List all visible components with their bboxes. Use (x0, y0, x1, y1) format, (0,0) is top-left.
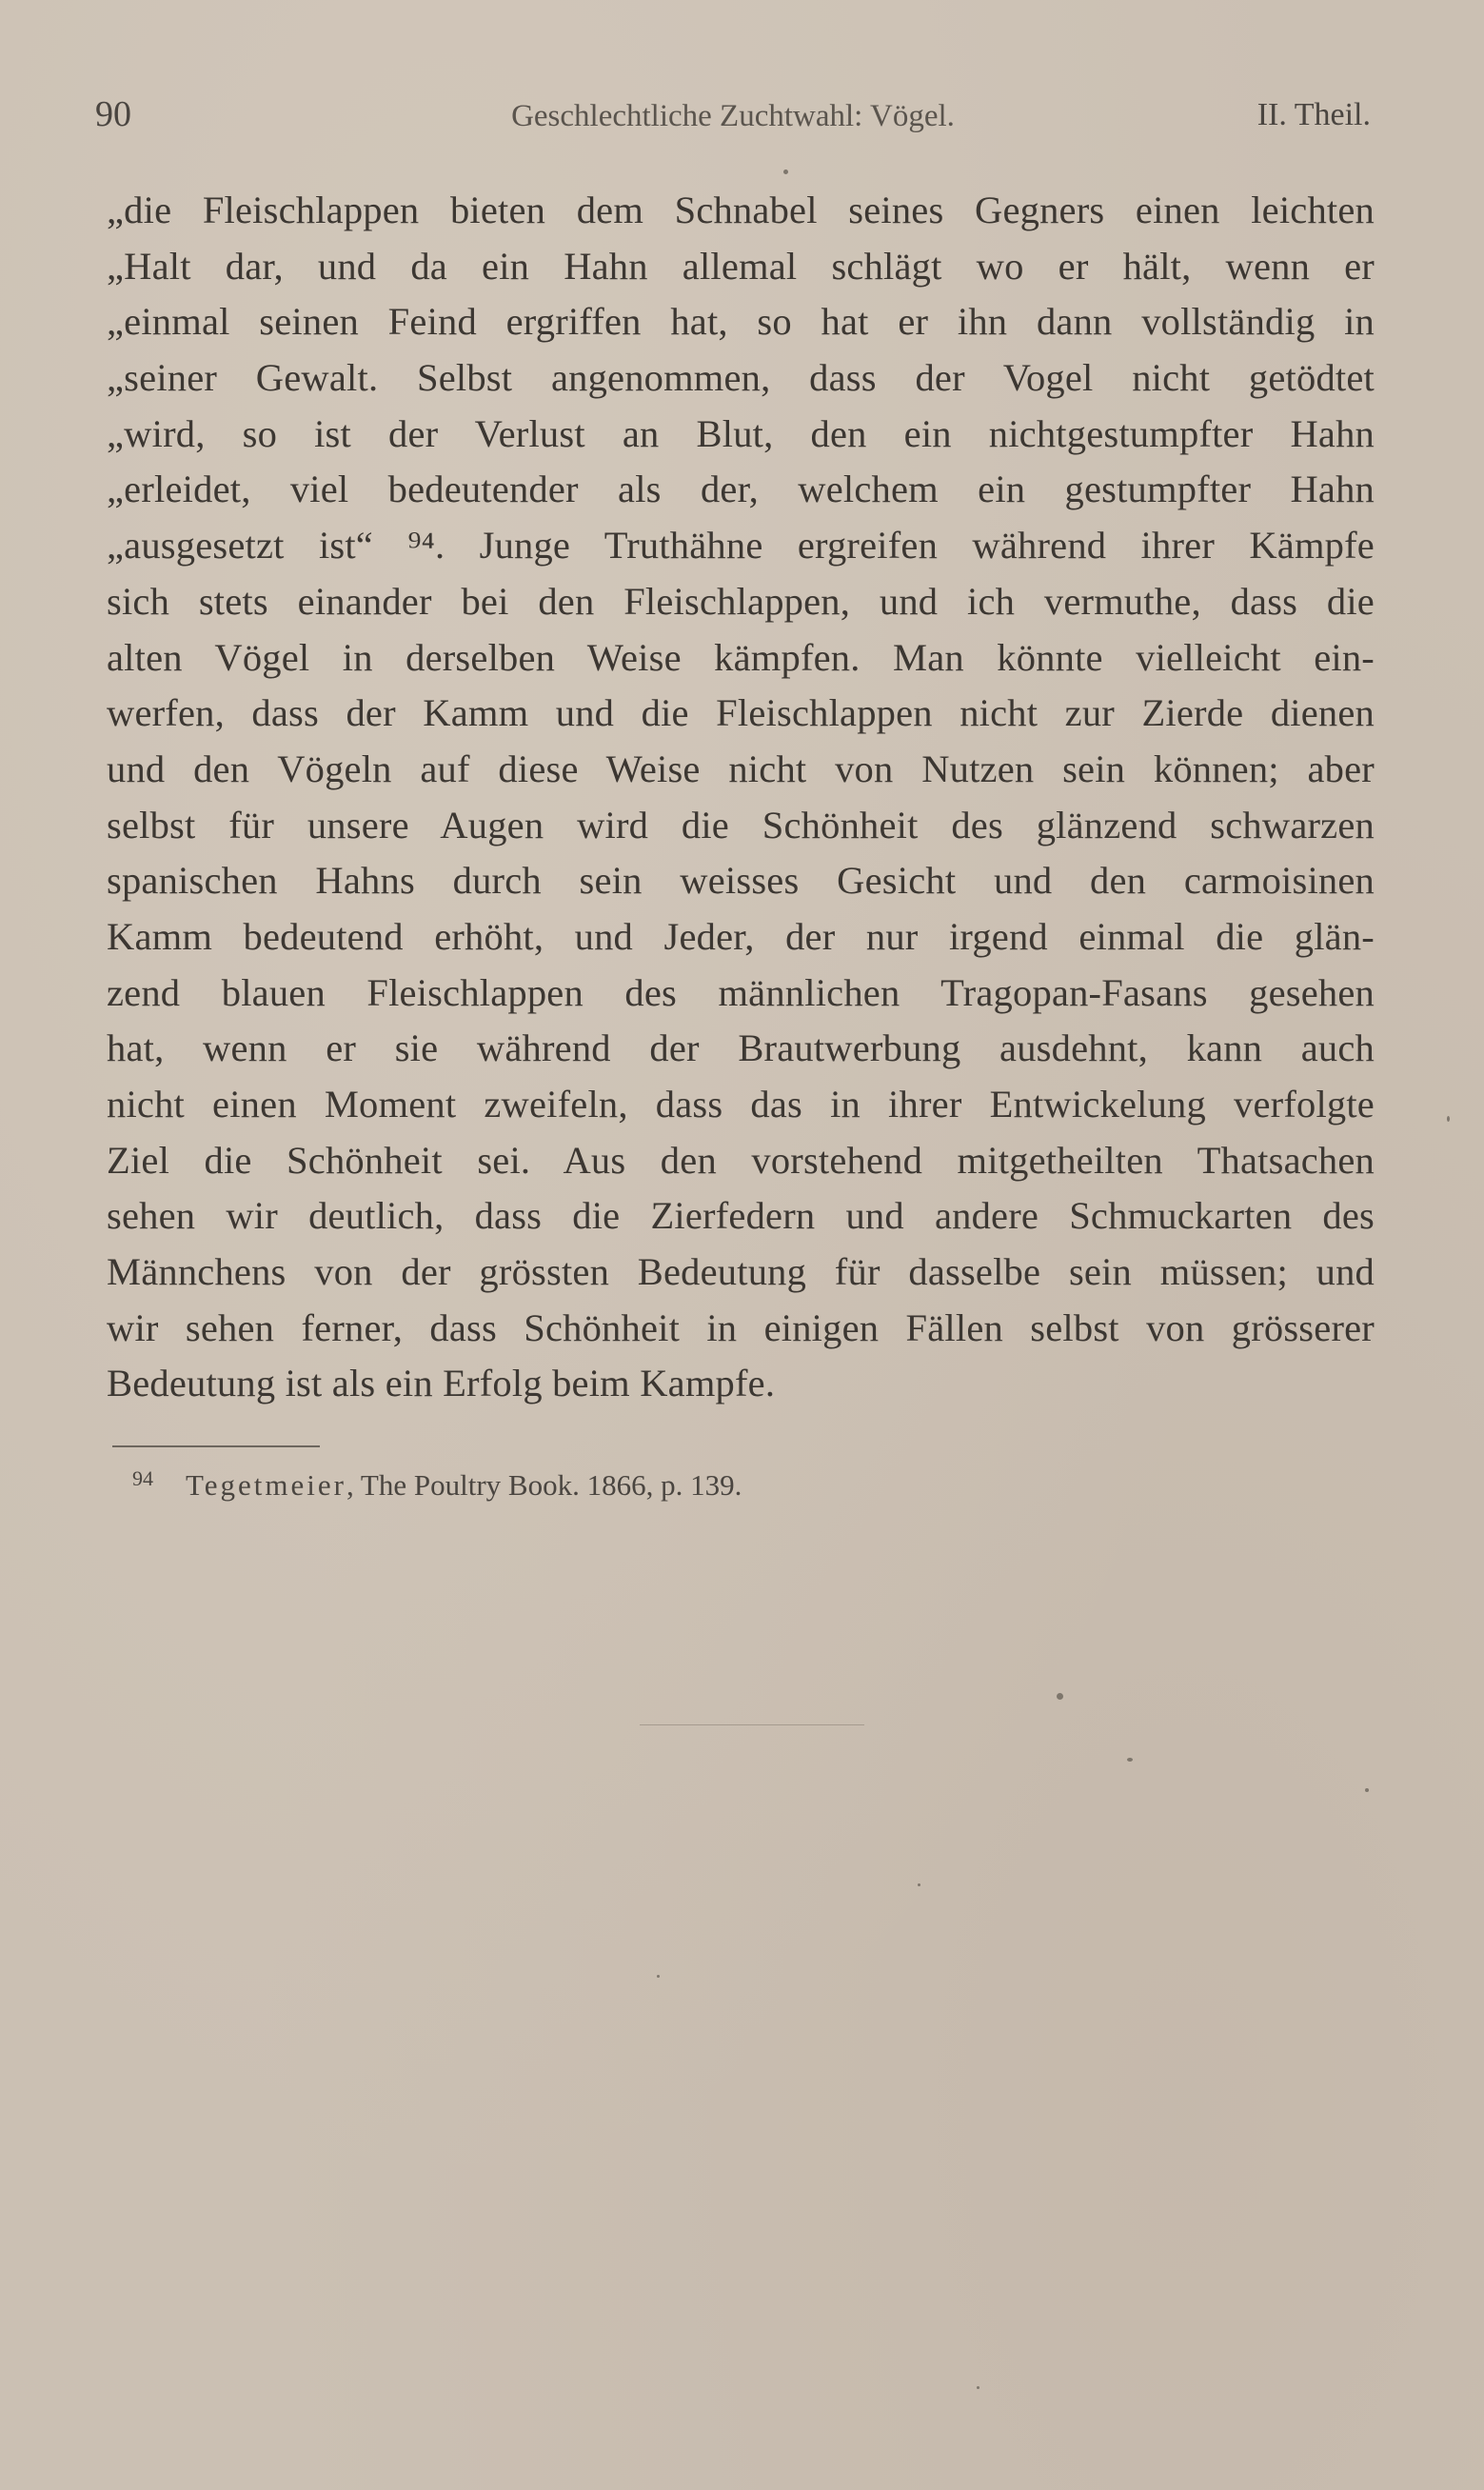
text-line: nicht einen Moment zweifeln, dass das in ihrer Entwickelung verfolgte (107, 1083, 1375, 1125)
text-line: Bedeutung ist als ein Erfolg beim Kampfe. (107, 1362, 776, 1405)
text-line: Männchens von der grössten Bedeutung für dasselbe sein müssen; und (107, 1250, 1375, 1294)
footnote-marker: 94 (132, 1466, 153, 1490)
text-line: Kamm bedeutend erhöht, und Jeder, der nur irgend einmal die glän- (107, 914, 1375, 958)
paper-speck (1057, 1693, 1063, 1700)
text-line: und den Vögeln auf diese Weise nicht von Nutzen sein können; aber (107, 747, 1375, 790)
text-line: spanischen Hahns durch sein weisses Gesicht und den carmoisinen (107, 859, 1375, 903)
text-line: wir sehen ferner, dass Schönheit in einigen Fällen selbst von grösserer (107, 1305, 1375, 1349)
footnote-citation: , The Poultry Book. 1866, p. 139. (346, 1468, 742, 1502)
text-line: „seiner Gewalt. Selbst angenommen, dass der Vogel nicht getödtet (107, 356, 1375, 400)
text-line: alten Vögel in derselben Weise kämpfen. Man könnte vielleicht ein- (107, 635, 1375, 679)
page-number: 90 (95, 94, 131, 134)
paper-speck (1447, 1116, 1450, 1122)
text-line: „die Fleischlappen bieten dem Schnabel seines Gegners einen leichten (107, 189, 1375, 231)
footnote-author: Tegetmeier (186, 1468, 346, 1502)
text-line: hat, wenn er sie während der Brautwerbung ausdehnt, kann auch (107, 1026, 1375, 1070)
faint-rule (640, 1724, 864, 1725)
text-line: sich stets einander bei den Fleischlappen, und ich vermuthe, dass die (107, 579, 1375, 623)
text-line: werfen, dass der Kamm und die Fleischlappen nicht zur Zierde dienen (107, 691, 1375, 735)
paper-speck (1127, 1758, 1133, 1762)
part-label: II. Theil. (1256, 97, 1371, 132)
text-line: Ziel die Schönheit sei. Aus den vorstehend mitgetheilten Thatsachen (107, 1138, 1375, 1182)
body-text (107, 183, 1375, 1412)
footnote-divider (112, 1445, 320, 1447)
text-line: „wird, so ist der Verlust an Blut, den ein nichtgestumpfter Hahn (107, 411, 1375, 455)
text-line: sehen wir deutlich, dass die Zierfedern und andere Schmuckarten des (107, 1194, 1375, 1238)
footnote (132, 1466, 742, 1503)
text-line: „ausgesetzt ist“ ⁹⁴. Junge Truthähne ergreifen während ihrer Kämpfe (107, 524, 1375, 568)
paper-speck (1365, 1788, 1369, 1792)
text-line: zend blauen Fleischlappen des männlichen Tragopan-Fasans gesehen (107, 970, 1375, 1014)
text-line: „einmal seinen Feind ergriffen hat, so hat er ihn dann vollständig in (107, 300, 1375, 344)
paper-speck (783, 169, 788, 174)
paper-speck (657, 1975, 660, 1978)
paper-speck (977, 2386, 979, 2389)
running-head (95, 93, 1371, 150)
text-line: „erleidet, viel bedeutender als der, welchem ein gestumpfter Hahn (107, 468, 1375, 511)
paper-speck (918, 1883, 920, 1886)
running-title: Geschlechtliche Zuchtwahl: Vögel. (511, 99, 955, 133)
text-line: selbst für unsere Augen wird die Schönheit des glänzend schwarzen (107, 803, 1375, 847)
text-line: „Halt dar, und da ein Hahn allemal schlägt wo er hält, wenn er (107, 244, 1375, 288)
